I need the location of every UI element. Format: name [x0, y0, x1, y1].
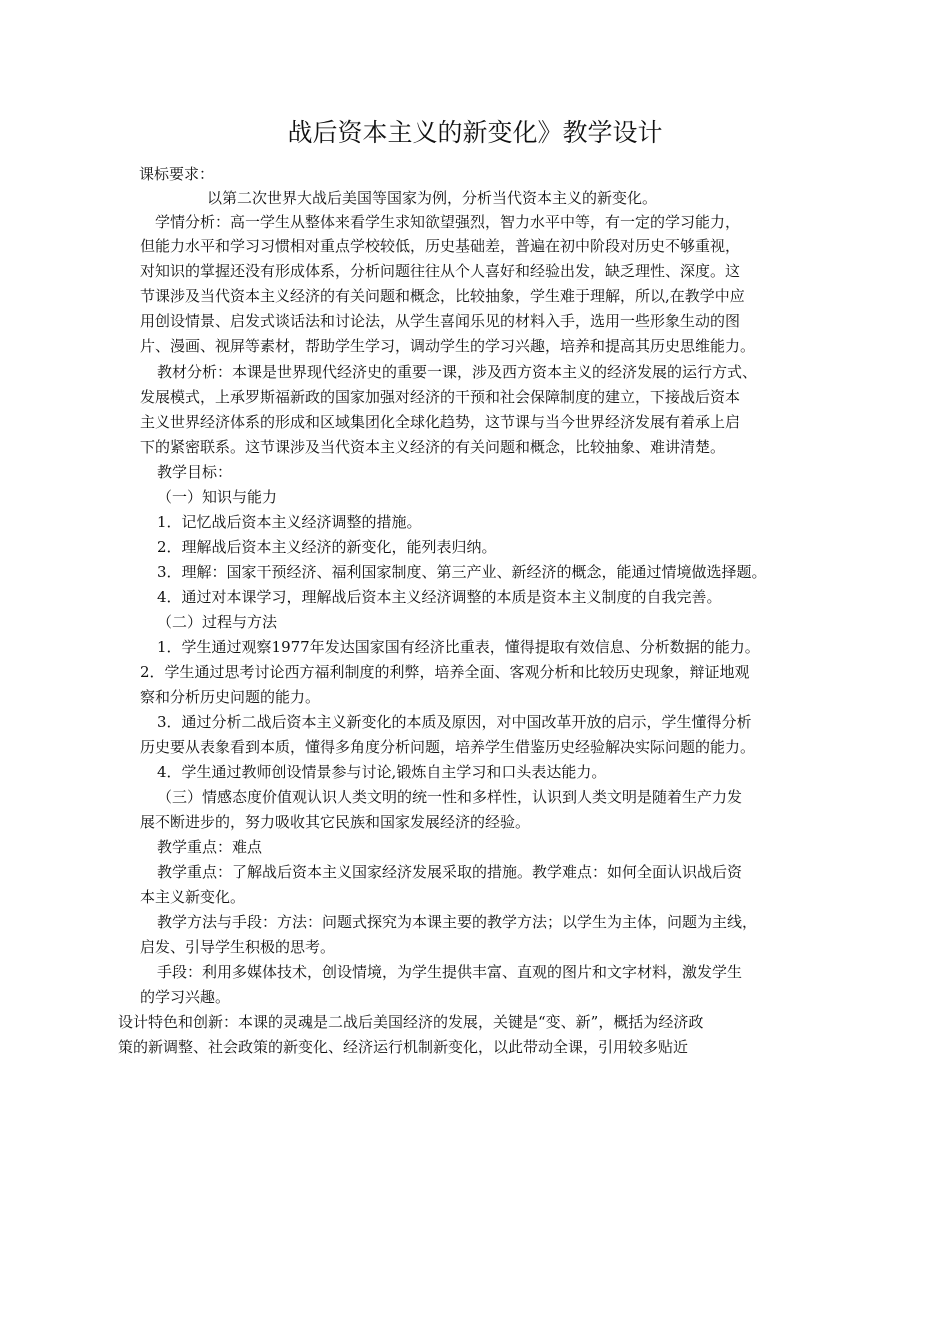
text-line: 4．学生通过教师创设情景参与讨论,锻炼自主学习和口头表达能力。 [157, 763, 607, 781]
text-line: 教材分析：本课是世界现代经济史的重要一课，涉及西方资本主义的经济发展的运行方式、 [157, 363, 758, 381]
text-line: 历史要从表象看到本质，懂得多角度分析问题，培养学生借鉴历史经验解决实际问题的能力。 [140, 738, 756, 756]
section-heading: （二）过程与方法 [157, 613, 278, 631]
text-line: 4．通过对本课学习，理解战后资本主义经济调整的本质是资本主义制度的自我完善。 [157, 588, 722, 606]
text-line: 教学方法与手段：方法：问题式探究为本课主要的教学方法；以学生为主体，问题为主线， [157, 913, 758, 931]
text-line: 以第二次世界大战后美国等国家为例，分析当代资本主义的新变化。 [207, 189, 658, 207]
text-line: 课标要求： [139, 165, 215, 183]
text-line: 策的新调整、社会政策的新变化、经济运行机制新变化，以此带动全课，引用较多贴近 [118, 1038, 689, 1056]
text-line: 展不断进步的，努力吸收其它民族和国家发展经济的经验。 [140, 813, 531, 831]
section-heading: （一）知识与能力 [157, 488, 278, 506]
text-line: 1．学生通过观察1977年发达国家国有经济比重表，懂得提取有效信息、分析数据的能力。 [157, 638, 760, 656]
text-line: 教学目标： [157, 463, 233, 481]
text-line: 教学重点：难点 [157, 838, 263, 856]
text-line: 片、漫画、视屏等素材，帮助学生学习，调动学生的学习兴趣，培养和提高其历史思维能力。 [140, 337, 756, 355]
text-line: 对知识的掌握还没有形成体系，分析问题往往从个人喜好和经验出发，缺乏理性、深度。这 [140, 262, 741, 280]
text-line: （三）情感态度价值观认识人类文明的统一性和多样性，认识到人类文明是随着生产力发 [157, 788, 743, 806]
text-line: 3．理解：国家干预经济、福利国家制度、第三产业、新经济的概念，能通过情境做选择题。 [157, 563, 767, 581]
text-line: 下的紧密联系。这节课涉及当代资本主义经济的有关问题和概念，比较抽象、难讲清楚。 [140, 438, 726, 456]
text-line: 2．学生通过思考讨论西方福利制度的利弊，培养全面、客观分析和比较历史现象，辩证地观 [140, 663, 750, 681]
text-line: 启发、引导学生积极的思考。 [140, 938, 336, 956]
text-line: 但能力水平和学习习惯相对重点学校较低，历史基础差，普遍在初中阶段对历史不够重视， [140, 237, 741, 255]
text-line: 察和分析历史问题的能力。 [140, 688, 321, 706]
text-line: 1．记忆战后资本主义经济调整的措施。 [157, 513, 422, 531]
text-line: 本主义新变化。 [140, 888, 246, 906]
text-line: 用创设情景、启发式谈话法和讨论法，从学生喜闻乐见的材料入手，选用一些形象生动的图 [140, 312, 741, 330]
text-line: 2．理解战后资本主义经济的新变化，能列表归纳。 [157, 538, 497, 556]
text-line: 教学重点：了解战后资本主义国家经济发展采取的措施。教学难点：如何全面认识战后资 [157, 863, 743, 881]
text-line: 设计特色和创新：本课的灵魂是二战后美国经济的发展，关键是“变、新”，概括为经济政 [118, 1013, 704, 1031]
document-title: 战后资本主义的新变化》教学设计 [287, 118, 663, 147]
text-line: 主义世界经济体系的形成和区域集团化全球化趋势，这节课与当今世界经济发展有着承上启 [140, 413, 741, 431]
text-line: 节课涉及当代资本主义经济的有关问题和概念，比较抽象，学生难于理解，所以,在教学中应 [140, 287, 745, 305]
text-line: 学情分析：高一学生从整体来看学生求知欲望强烈，智力水平中等，有一定的学习能力， [155, 213, 741, 231]
text-line: 3．通过分析二战后资本主义新变化的本质及原因，对中国改革开放的启示，学生懂得分析 [157, 713, 752, 731]
text-line: 的学习兴趣。 [140, 988, 231, 1006]
text-line: 手段：利用多媒体技术，创设情境，为学生提供丰富、直观的图片和文字材料，激发学生 [157, 963, 743, 981]
text-line: 发展模式，上承罗斯福新政的国家加强对经济的干预和社会保障制度的建立，下接战后资本 [140, 388, 741, 406]
